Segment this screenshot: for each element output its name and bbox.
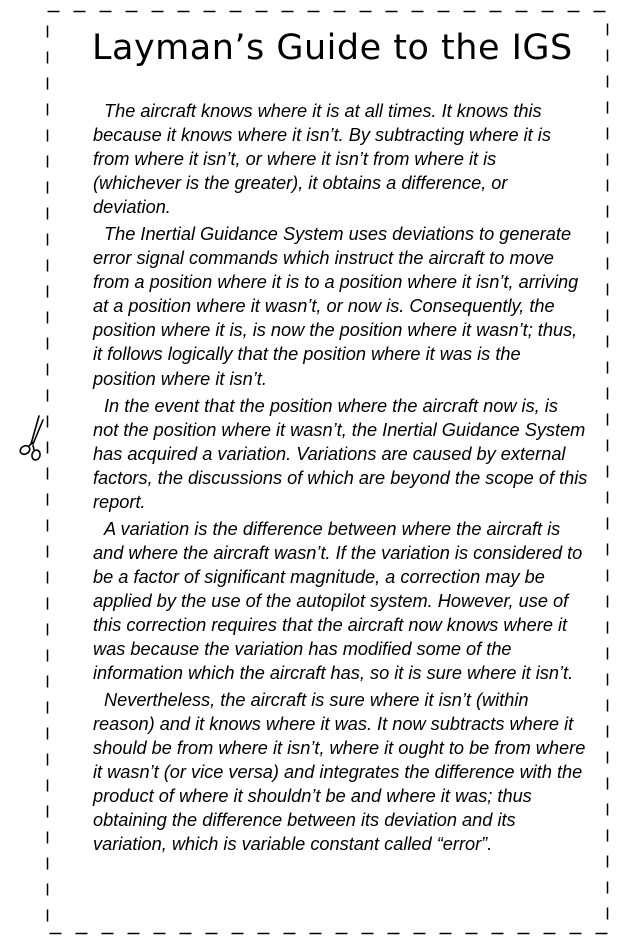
paragraph: In the event that the position where the aircraft now is, is not the position where it wasn’t, the Inertial Guidance System has acquired a variation. Variations are caused by external factors, the discussions of which are beyond the scope of this report.: [93, 395, 588, 512]
scissors-icon: [17, 414, 49, 462]
paragraph: Nevertheless, the aircraft is sure where it isn’t (within reason) and it knows where it was. It now subtracts where it should be from where it isn’t, where it ought to be from where it wasn’t (or vice versa) and integrates the difference with the product of where it shouldn’t be and where it was; thus obtaining the difference between its deviation and its variation, which is variable constant called “error”.: [93, 690, 586, 855]
paragraph: A variation is the difference between where the aircraft is and where the aircraft wasn’t. If the variation is considered to be a factor of significant magnitude, a correction may be applied by the use of the autopilot system. However, use of this correction requires that the aircraft now knows where it was because the variation has modified some of the information which the aircraft has, so it is sure where it isn’t.: [93, 518, 583, 684]
paragraph: The Inertial Guidance System uses deviations to generate error signal commands which instruct the aircraft to move from a position where it is to a position where it isn’t, arriving at a position where it wasn’t, or now is. Consequently, the position where it is, is now the position where it wasn’t; thus, it follows logically that the position where it was is the position where it isn’t.: [93, 224, 579, 389]
paragraph: The aircraft knows where it is at all times. It knows this because it knows where it isn’t. By subtracting where it is from where it isn’t, or where it isn’t from where it is (whichever is the greater), it obtains a difference, or deviation.: [93, 101, 551, 218]
page-title: Layman’s Guide to the IGS: [92, 28, 573, 68]
article-body: [93, 99, 588, 859]
